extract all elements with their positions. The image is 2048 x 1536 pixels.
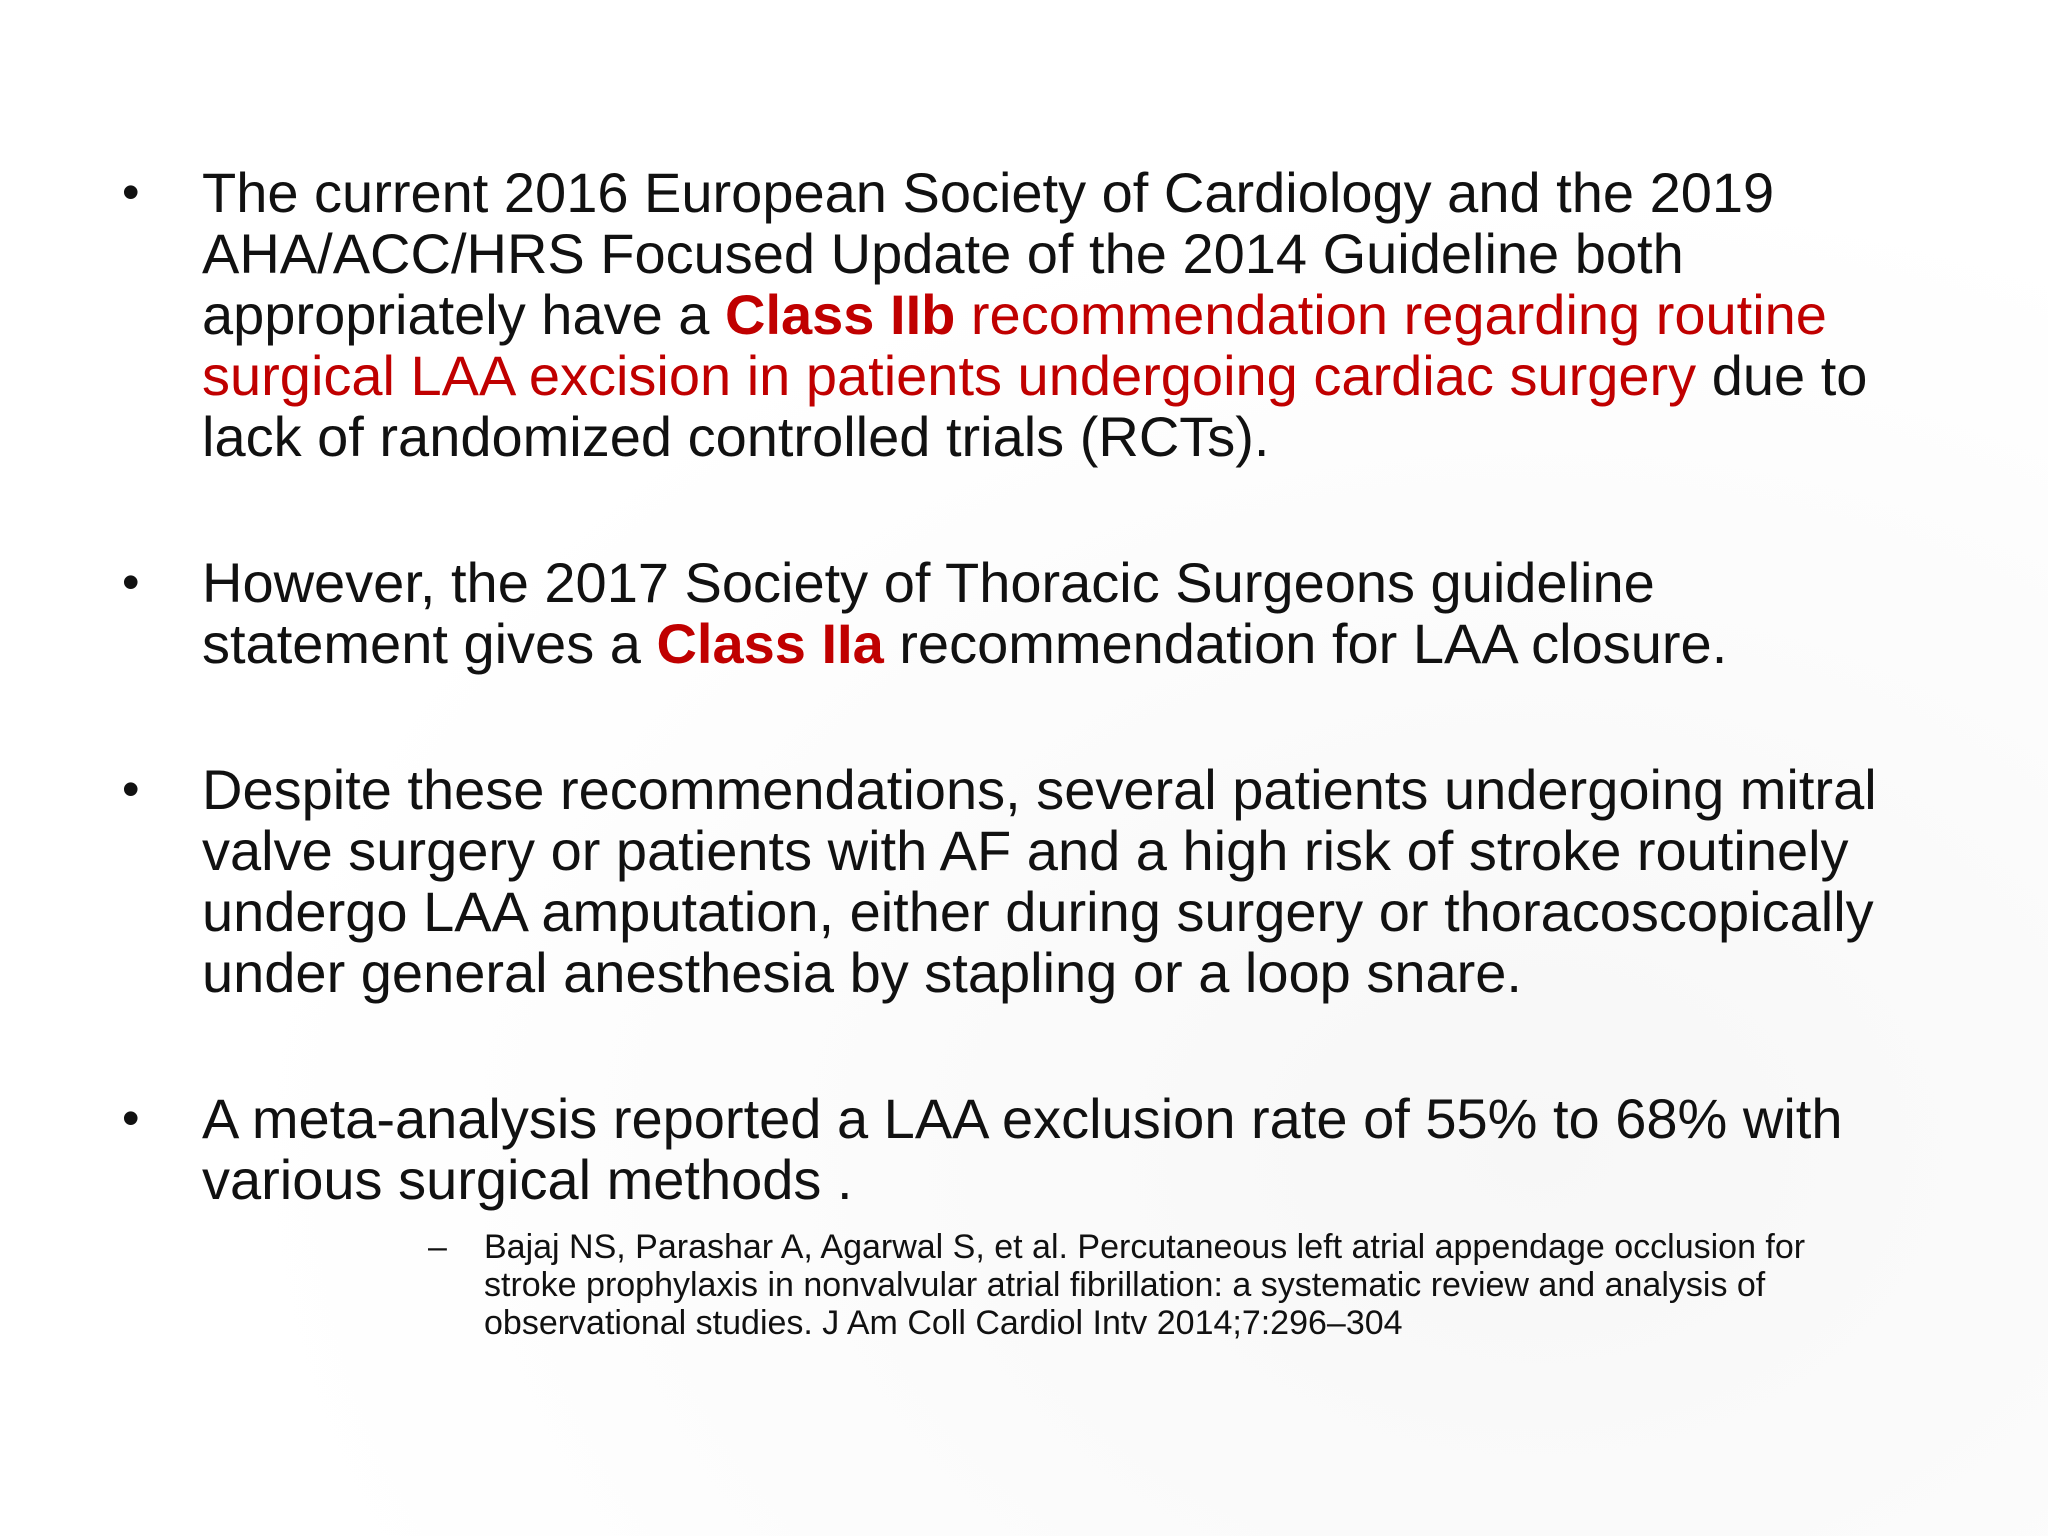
dash-bullet-icon: – xyxy=(428,1228,447,1266)
bullet-item-3 xyxy=(118,759,1978,1003)
text-run: undergo LAA amputation, either during surgery or thoracoscopically xyxy=(202,880,1874,943)
bullet-3-line-1 xyxy=(202,759,1978,820)
bullet-2-line-1 xyxy=(202,552,1978,613)
bullet-4-line-1 xyxy=(202,1088,1978,1149)
text-run: appropriately have a xyxy=(202,283,726,346)
bullet-3-line-2 xyxy=(202,820,1978,881)
text-run: due to xyxy=(1696,344,1868,407)
highlighted-text-run: surgical LAA excision in patients undergoing cardiac surgery xyxy=(202,344,1697,407)
bullet-3-line-4 xyxy=(202,942,1978,1003)
bullet-dot-icon: • xyxy=(122,554,140,610)
reference-list xyxy=(202,1228,1978,1342)
class-iib-label: Class IIb xyxy=(725,283,956,346)
text-run: The current 2016 European Society of Cardiology and the 2019 xyxy=(202,161,1775,224)
bullet-1-line-2 xyxy=(202,223,1978,284)
bullet-1-line-1 xyxy=(202,162,1978,223)
bullet-item-1 xyxy=(118,162,1978,467)
bullet-list xyxy=(118,162,1978,1427)
text-run: Despite these recommendations, several patients undergoing mitral xyxy=(202,758,1877,821)
text-run: valve surgery or patients with AF and a high risk of stroke routinely xyxy=(202,819,1849,882)
bullet-dot-icon: • xyxy=(122,164,140,220)
citation-line-1: Bajaj NS, Parashar A, Agarwal S, et al. Percutaneous left atrial appendage occlusion for xyxy=(484,1228,1806,1266)
reference-citation xyxy=(202,1228,2048,1342)
bullet-dot-icon: • xyxy=(122,761,140,817)
text-run: under general anesthesia by stapling or a loop snare. xyxy=(202,941,1522,1004)
class-iia-label: Class IIa xyxy=(656,612,884,675)
bullet-2-line-2 xyxy=(202,613,1978,674)
text-run: statement gives a xyxy=(202,612,657,675)
text-run: various surgical methods . xyxy=(202,1148,853,1211)
bullet-1-line-3 xyxy=(202,284,1978,345)
text-run: However, the 2017 Society of Thoracic Surgeons guideline xyxy=(202,551,1655,614)
bullet-item-4 xyxy=(118,1088,1978,1342)
citation-line-2: stroke prophylaxis in nonvalvular atrial fibrillation: a systematic review and analysis of xyxy=(484,1266,1766,1304)
text-run: AHA/ACC/HRS Focused Update of the 2014 Guideline both xyxy=(202,222,1684,285)
bullet-dot-icon: • xyxy=(122,1090,140,1146)
bullet-1-line-5 xyxy=(202,406,1978,467)
text-run: A meta-analysis reported a LAA exclusion rate of 55% to 68% with xyxy=(202,1087,1843,1150)
bullet-1-line-4 xyxy=(202,345,1978,406)
bullet-4-line-2 xyxy=(202,1149,1978,1210)
text-run: lack of randomized controlled trials (RCTs). xyxy=(202,405,1270,468)
citation-line-3: observational studies. J Am Coll Cardiol Intv 2014;7:296–304 xyxy=(484,1304,1403,1342)
bullet-3-line-3 xyxy=(202,881,1978,942)
text-run: recommendation for LAA closure. xyxy=(883,612,1728,675)
bullet-item-2 xyxy=(118,552,1978,674)
highlighted-text-run: recommendation regarding routine xyxy=(955,283,1827,346)
